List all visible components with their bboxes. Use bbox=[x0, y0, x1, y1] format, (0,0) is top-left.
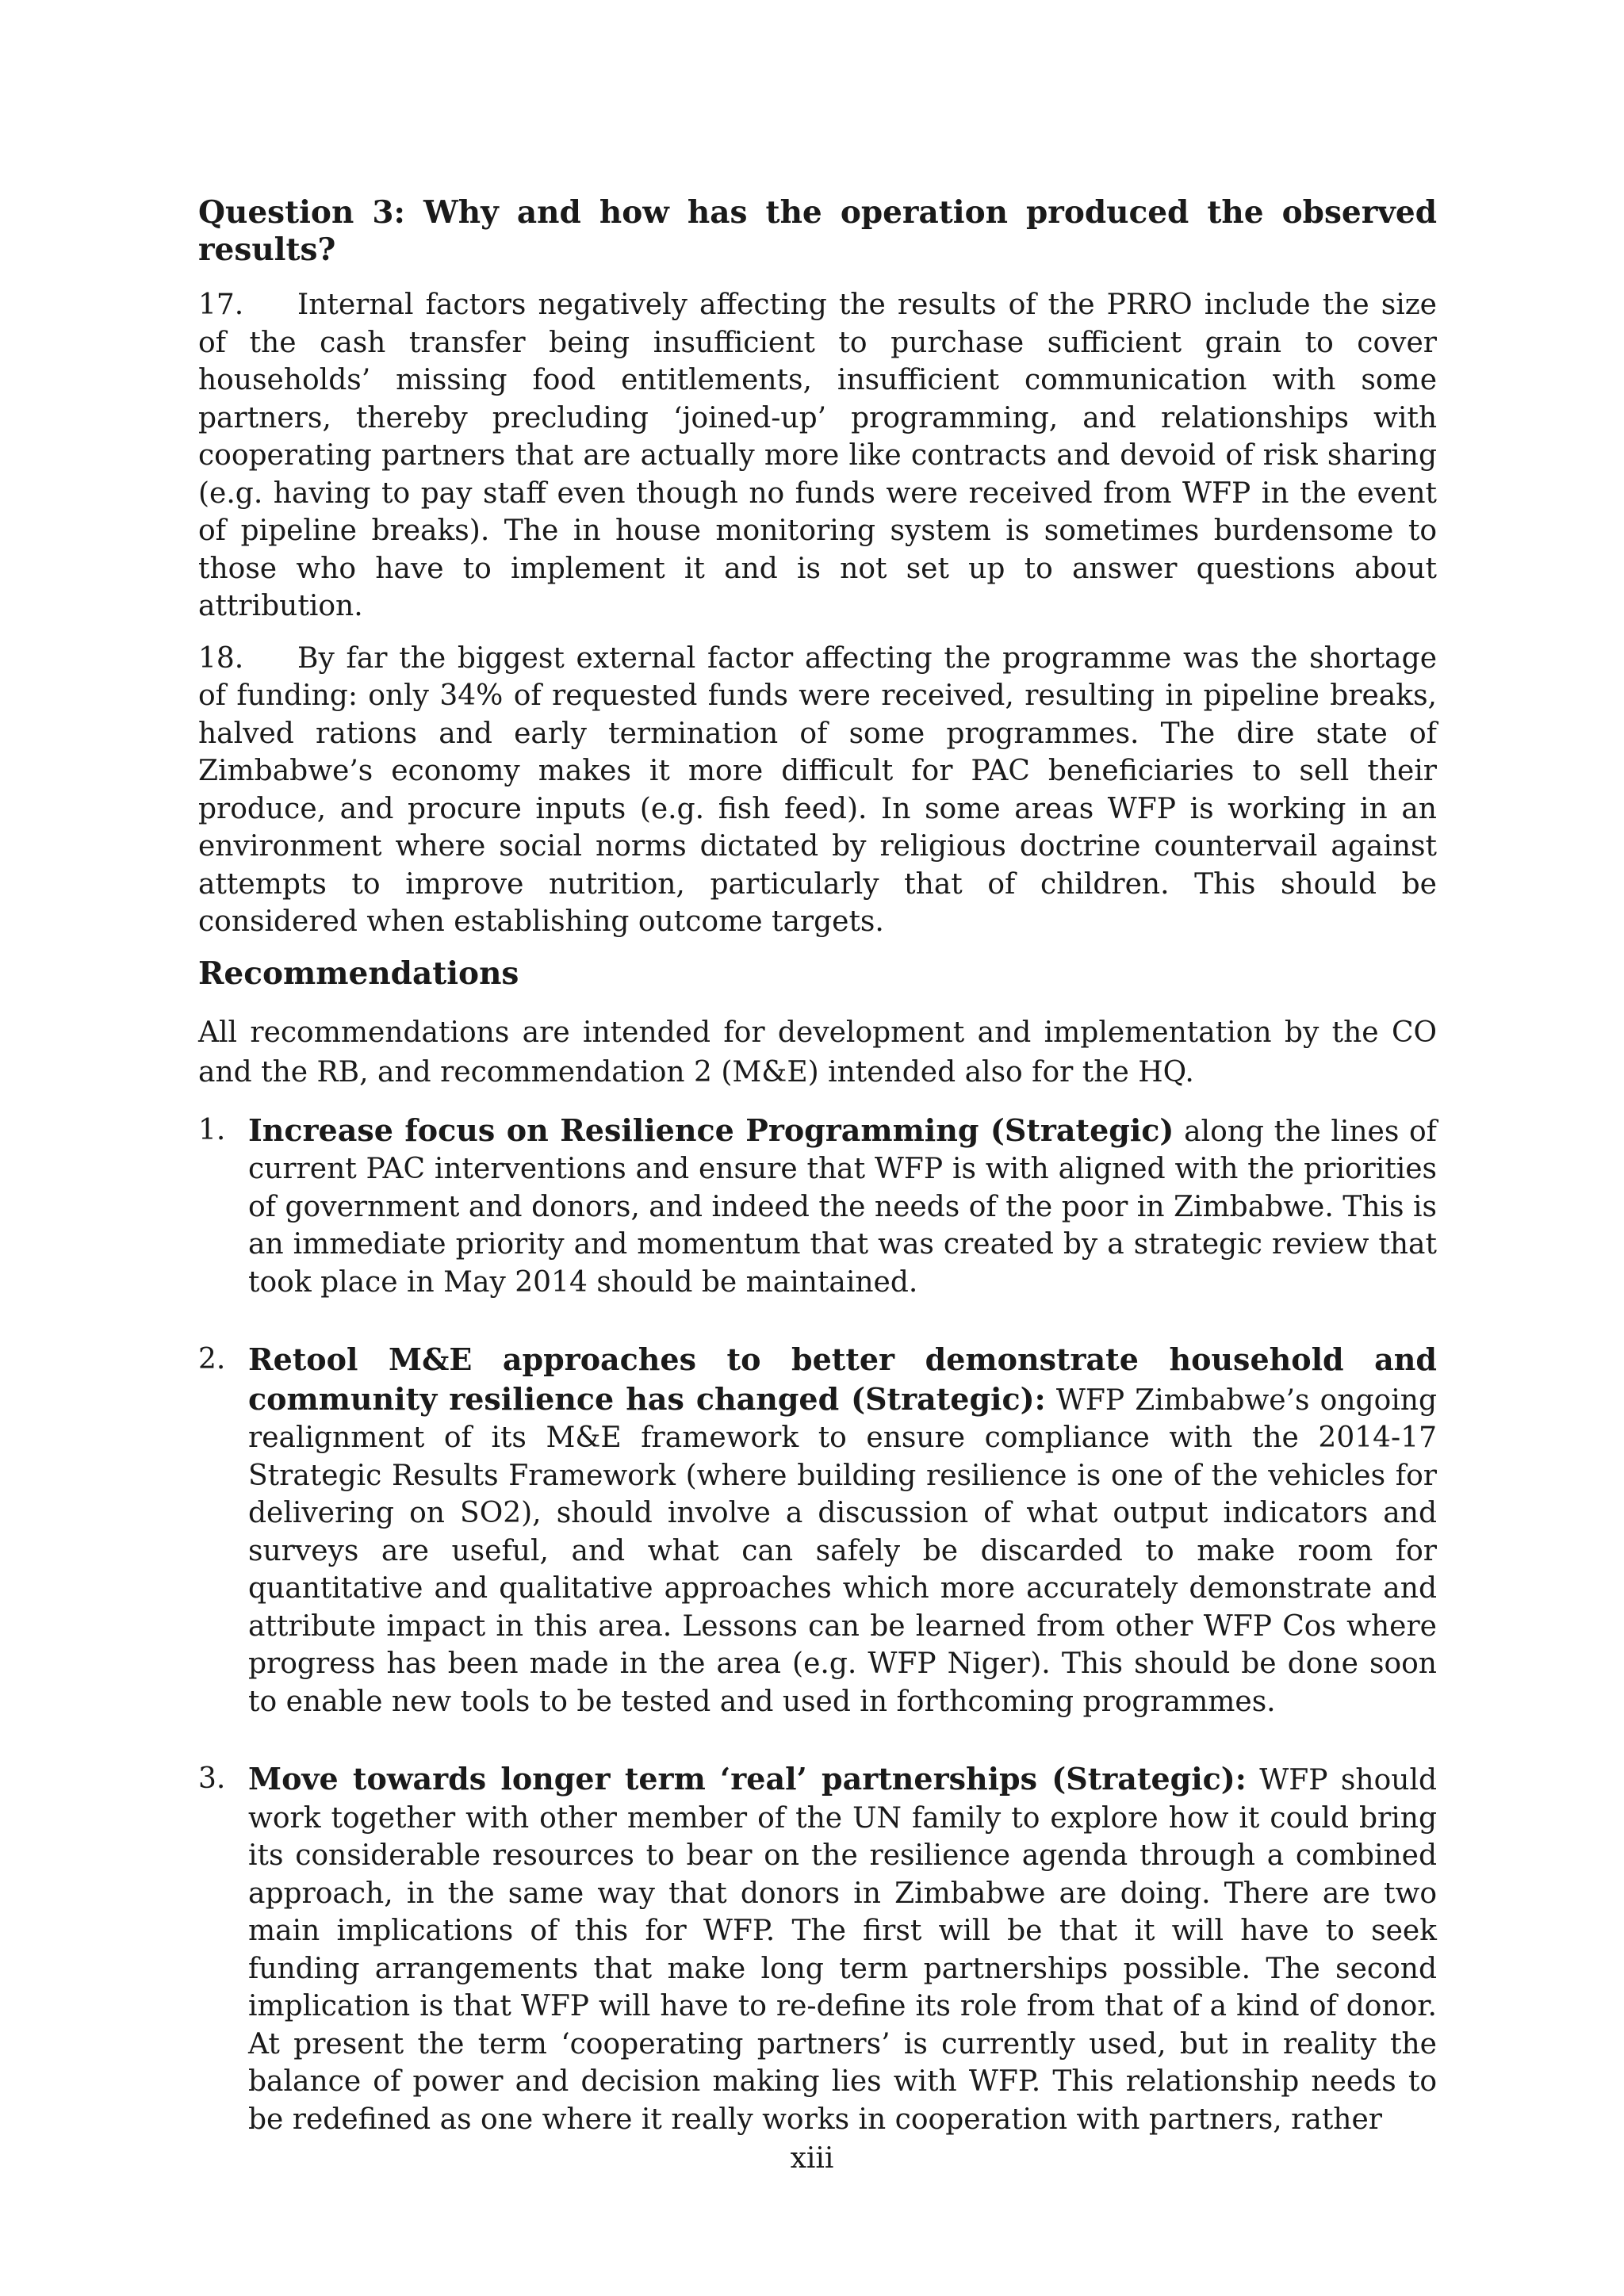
paragraph-number: 17. bbox=[198, 289, 244, 321]
recommendation-item bbox=[198, 1760, 1437, 2138]
recommendation-number: 1. bbox=[198, 1113, 226, 1146]
page-number: xiii bbox=[790, 2142, 834, 2175]
paragraph-number: 18. bbox=[198, 641, 244, 675]
recommendation-item bbox=[198, 1341, 1437, 1720]
document-page bbox=[198, 194, 1437, 2178]
recommendations-intro: All recommendations are intended for development and implementation by the CO and the RB, and recommendation 2 (M&E) intended also for the HQ. bbox=[198, 1016, 1437, 1089]
recommendation-text: WFP should work together with other member of the UN family to explore how it could bring its considerable resources to bear on the resilience agenda through a combined approach, in the same way that donors in Zimbabwe are doing. There are two main implications of this for WFP. The first will be that it will have to seek funding arrangements that make long term partnerships possible. The second implication is that WFP will have to re-define its role from that of a kind of donor. At present the term ‘cooperating partners’ is currently used, but in reality the balance of power and decision making lies with WFP. This relationship needs to be redefined as one where it really works in cooperation with partners, rather bbox=[248, 1764, 1437, 2136]
question-heading: Question 3: Why and how has the operation produced the observed results? bbox=[198, 194, 1437, 268]
recommendation-title: Retool M&E approaches to better demonstrate household and community resilience has changed (Strategic): bbox=[248, 1341, 1437, 1417]
recommendation-text: WFP Zimbabwe’s ongoing realignment of its M&E framework to ensure compliance with the 2014-17 Strategic Results Framework (where building resilience is one of the vehicles for delivering on SO2), should involve a discussion of what output indicators and surveys are useful, and what can safely be discarded to make room for quantitative and qualitative approaches which more accurately demonstrate and attribute impact in this area. Lessons can be learned from other WFP Cos where progress has been made in the area (e.g. WFP Niger). This should be done soon to enable new tools to be tested and used in forthcoming programmes. bbox=[248, 1383, 1437, 1718]
recommendation-item bbox=[198, 1112, 1437, 1302]
paragraph-text: Internal factors negatively affecting the results of the PRRO include the size of the cash transfer being insufficient to purchase sufficient grain to cover households’ missing food entitlements, insufficient communication with some partners, thereby precluding ‘joined-up’ programming, and relationships with cooperating partners that are actually more like contracts and devoid of risk sharing (e.g. having to pay staff even though no funds were received from WFP in the event of pipeline breaks). The in house monitoring system is sometimes burdensome to those who have to implement it and is not set up to answer questions about attribution. bbox=[198, 289, 1437, 622]
recommendation-title: Move towards longer term ‘real’ partnerships (Strategic): bbox=[248, 1761, 1247, 1797]
recommendation-title: Increase focus on Resilience Programming (Strategic) bbox=[248, 1112, 1174, 1148]
paragraph-18 bbox=[198, 640, 1437, 941]
recommendations-heading: Recommendations bbox=[198, 955, 519, 992]
recommendations-list bbox=[198, 1112, 1437, 2139]
paragraph-text: By far the biggest external factor affecting the programme was the shortage of funding: only 34% of requested funds were received, resulting in pipeline breaks, halved rations and early termination of some programmes. The dire state of Zimbabwe’s economy makes it more difficult for PAC beneficiaries to sell their produce, and procure inputs (e.g. fish feed). In some areas WFP is working in an environment where social norms dictated by religious doctrine countervail against attempts to improve nutrition, particularly that of children. This should be considered when establishing outcome targets. bbox=[198, 641, 1437, 938]
recommendation-number: 3. bbox=[198, 1762, 226, 1795]
paragraph-17 bbox=[198, 286, 1437, 626]
recommendation-number: 2. bbox=[198, 1343, 226, 1376]
recommendation-text: along the lines of current PAC interventions and ensure that WFP is with aligned with the priorities of government and donors, and indeed the needs of the poor in Zimbabwe. This is an immediate priority and momentum that was created by a strategic review that took place in May 2014 should be maintained. bbox=[248, 1115, 1438, 1299]
